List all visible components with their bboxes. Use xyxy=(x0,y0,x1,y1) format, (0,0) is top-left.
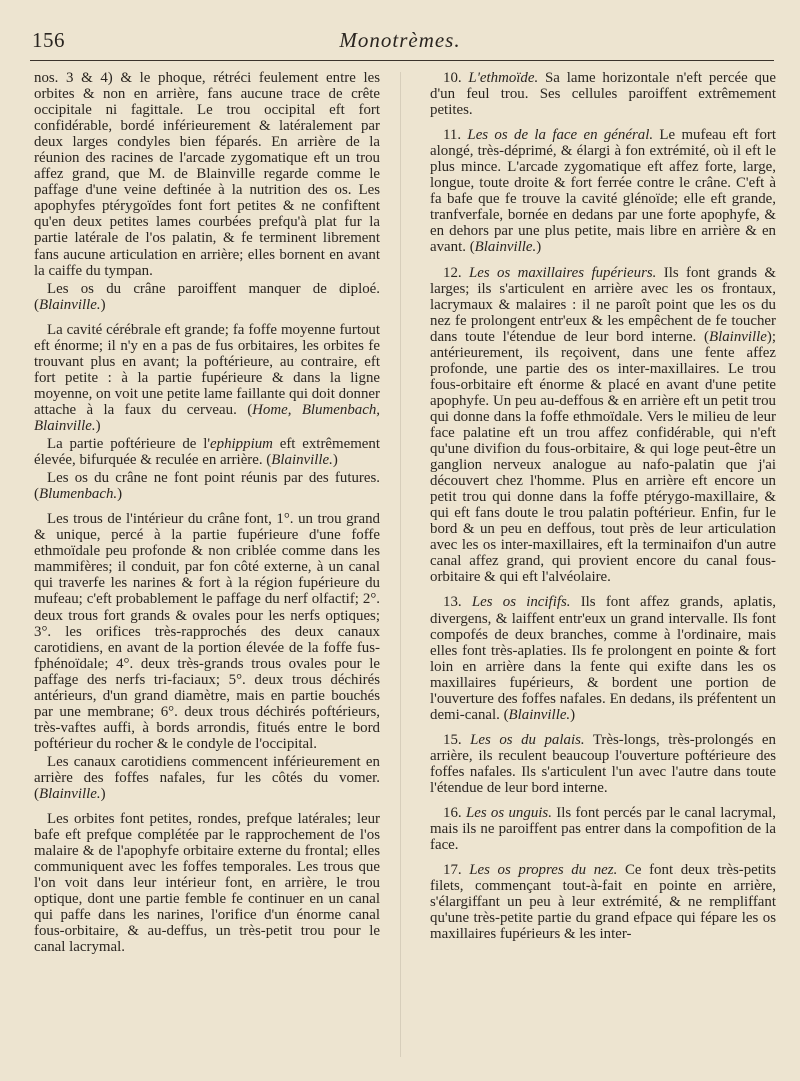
text-run: eft extrêmement élevée, bifurquée & reculée en arrière. ( xyxy=(34,436,380,469)
italic-text: ephippium xyxy=(210,436,273,453)
paragraph xyxy=(430,70,776,118)
paragraph xyxy=(430,862,776,942)
right-column xyxy=(430,70,776,944)
italic-text: Blumenbach. xyxy=(38,486,118,503)
text-run: 11. xyxy=(443,127,468,144)
text-run: 12. xyxy=(443,264,469,281)
text-run: Ce font deux très-petits filets, commençant tout-à-fait en pointe en arrière, s'élargiffant un peu à leur extrémité, & ne rempliffant qu'une très-petite partie du grand efpace qui fépare les os maxillaires fupérieurs & les inter- xyxy=(430,862,776,943)
text-run: Très-longs, très-prolongés en arrière, ils reculent beaucoup l'ouverture poftérieure des foffes nafales. Ils s'articulent l'un avec l'autre dans toute l'étendue de leur bord interne. xyxy=(430,731,776,796)
italic-text: Blainville. xyxy=(271,452,333,469)
text-run: 16. xyxy=(443,805,466,822)
paragraph xyxy=(430,594,776,722)
paragraph xyxy=(430,127,776,255)
paragraph xyxy=(34,322,380,434)
paragraph xyxy=(430,805,776,853)
text-run: ); antérieurement, ils reçoivent, dans une fente affez profonde, une partie des os inter-maxillaires. Le trou fous-orbitaire eft énorme & placé en avant d'une petite apophyfe. Un peu au-deffous & en arrière eft un petit trou qui donne dans la foffe ethmoïdale. Vers le milieu de leur face palatine eft un trou affez confidérable, qui n'eft qu'une divifion du fous-orbitaire, & qui loge peut-être un ganglion nerveux analogue au nafo-palatin que j'ai découvert chez l'homme. Plus en arrière eft encore un petit trou qui donne dans la foffe ptérygo-maxillaire, & qui eft fans doute le trou palatin poftérieur. Enfin, fur le bord & un peu en deffous, tout près de leur articulation avec les os inter-maxillaires, eft la terminaifon d'un autre canal affez grand, qui provient encore du canal fous-orbitaire & qui eft l'alvéolaire. xyxy=(430,328,776,586)
italic-text: Les os incififs. xyxy=(471,594,571,611)
italic-text: Blainville. xyxy=(474,239,537,256)
text-run: Ils font affez grands, aplatis, divergens, & laiffent entr'eux un grand intervalle. Ils font compofés de deux branches, comme à l'ordinaire, mais elles font très-aplaties. Ils fe prolongent en pointe & fort loin en arrière dans la fente qui exifte dans les os maxillaires fupérieurs, & bordent une portion de l'ouverture des foffes nafales. En dedans, ils préfentent un demi-canal. ( xyxy=(430,594,776,723)
text-run: ) xyxy=(100,296,106,313)
text-run: ) xyxy=(117,486,123,503)
text-run: Ils font grands & larges; ils s'articulent en arrière avec les os frontaux, lacrymaux & malaires : il ne paroît point que les os du nez fe prolongent entr'eux & les empêchent de fe toucher dans toute l'étendue de leur bord interne. ( xyxy=(430,264,776,345)
text-run: 13. xyxy=(443,594,472,611)
text-run: 15. xyxy=(443,731,471,748)
page-header xyxy=(0,28,800,62)
italic-text: Les os propres du nez. xyxy=(469,862,618,879)
page-number: 156 xyxy=(32,28,65,52)
paragraph xyxy=(34,754,380,802)
text-run: Les os du crâne ne font point réunis par des futures. ( xyxy=(34,470,380,503)
paragraph xyxy=(34,281,380,313)
paragraph xyxy=(430,732,776,796)
paragraph xyxy=(34,511,380,752)
text-run: La partie poftérieure de l' xyxy=(47,436,211,453)
paragraph xyxy=(430,265,776,586)
italic-text: Les os maxillaires fupérieurs. xyxy=(468,264,657,281)
text-run: Les os du crâne paroiffent manquer de diploé. ( xyxy=(34,280,380,313)
text-run: Les orbites font petites, rondes, prefque latérales; leur bafe eft prefque complétée par le rapprochement de l'os malaire & de l'apophyfe orbitaire externe du frontal; elles communiquent avec les foffes temporales. Les trous que l'on voit dans leur intérieur font, en arrière, le trou optique, dont une partie femble fe continuer en un canal qui paffe dans les narines, l'orifice d'un énorme canal fous-orbitaire, & au-deffus, un très-petit trou pour le canal lacrymal. xyxy=(34,811,380,956)
running-title: Monotrèmes. xyxy=(339,28,461,52)
italic-text: Blainville. xyxy=(38,786,101,803)
text-run: nos. 3 & 4) & le phoque, rétréci feulement entre les orbites & non en arrière, fans aucune trace de crête occipitale ni fagittale. Le trou occipital eft fort confidérable, bordé inférieurement & latéralement par deux larges condyles bien féparés. En arrière de la réunion des racines de l'arcade zygomatique eft un trou affez grand, que M. de Blainville regarde comme le paffage d'une veine deftinée à la nutrition des os. Les apophyfes ptérygoïdes font fort petites & ne confiftent qu'en deux petites lames courbées prefqu'à plat fur la partie latérale de l'os palatin, & fe terminent librement fans aucune articulation en arrière; elles bornent en avant la caiffe du tympan. xyxy=(34,70,380,279)
header-rule xyxy=(30,60,774,61)
italic-text: Home, Blumenbach, Blainville. xyxy=(34,401,380,434)
italic-text: Blainville. xyxy=(38,296,101,313)
italic-text: L'ethmoïde. xyxy=(468,70,539,86)
text-run: Les trous de l'intérieur du crâne font, 1°. un trou grand & unique, percé à la partie fupérieure d'une foffe ethmoïdale peu profonde & non criblée comme dans les mammifères; il conduit, par fon côté externe, à un canal qui traverfe les narines & fort à la région fupérieure du mufeau; c'eft probablement le paffage du nerf olfactif; 2°. deux trous fort grands & ovales pour les nerfs optiques; 3°. les orifices très-rapprochés des deux canaux carotidiens, en avant de la portion élevée de la foffe fus-fphénoïdale; 4°. deux très-grands trous ovales pour le paffage des nerfs tri-faciaux; 5°. deux trous déchirés antérieurs, d'un grand diamètre, mais en partie bouchés par une membrane; 6°. deux trous déchirés poftérieurs, très-vaftes auffi, à bords arrondis, fitués entre le bord poftérieur du rocher & le condyle de l'occipital. xyxy=(34,511,380,752)
paragraph xyxy=(34,470,380,502)
text-run: ) xyxy=(332,452,338,469)
column-divider xyxy=(400,72,401,1057)
text-run: 10. xyxy=(443,70,469,86)
text-run: Ils font percés par le canal lacrymal, mais ils ne paroiffent pas entrer dans la compofition de la face. xyxy=(430,805,777,854)
text-run: ) xyxy=(570,706,576,723)
italic-text: Blainville. xyxy=(508,706,571,723)
italic-text: Blainville xyxy=(709,328,767,345)
italic-text: Les os du palais. xyxy=(470,731,585,748)
text-run: ) xyxy=(100,786,106,803)
text-run: Les canaux carotidiens commencent inférieurement en arrière des foffes nafales, fur les côtés du vomer. ( xyxy=(34,753,380,803)
text-run: ) xyxy=(95,417,101,434)
text-run: ) xyxy=(536,239,542,256)
paragraph xyxy=(34,70,380,279)
left-column xyxy=(34,70,380,957)
italic-text: Les os de la face en général. xyxy=(467,127,654,144)
text-run: Sa lame horizontale n'eft percée que d'un feul trou. Ses cellules paroiffent extrêmement petites. xyxy=(430,70,776,119)
paragraph xyxy=(34,436,380,468)
text-run: Le mufeau eft fort alongé, très-déprimé, & élargi à fon extrémité, où il eft le plus mince. L'arcade zygomatique eft affez forte, large, longue, toute droite & fort ferrée contre le crâne. C'eft à fa bafe que fe trouve la cavité glénoïde; elle eft grande, tranfverfale, bornée en dedans par une forte apophyfe, & en dehors par une plus petite, mais libre en arrière & en avant. ( xyxy=(430,127,776,256)
text-run: La cavité cérébrale eft grande; fa foffe moyenne furtout eft énorme; il n'y en a pas de fus orbitaires, les orbites fe trouvant plus en avant; la poftérieure, au contraire, eft fort petite : à la partie fupérieure & dans la ligne moyenne, on voit une petite lame faillante qui doit donner attache à la faux du cerveau. ( xyxy=(34,321,380,418)
italic-text: Les os unguis. xyxy=(465,805,552,822)
paragraph xyxy=(34,811,380,955)
text-run: 17. xyxy=(443,862,470,879)
